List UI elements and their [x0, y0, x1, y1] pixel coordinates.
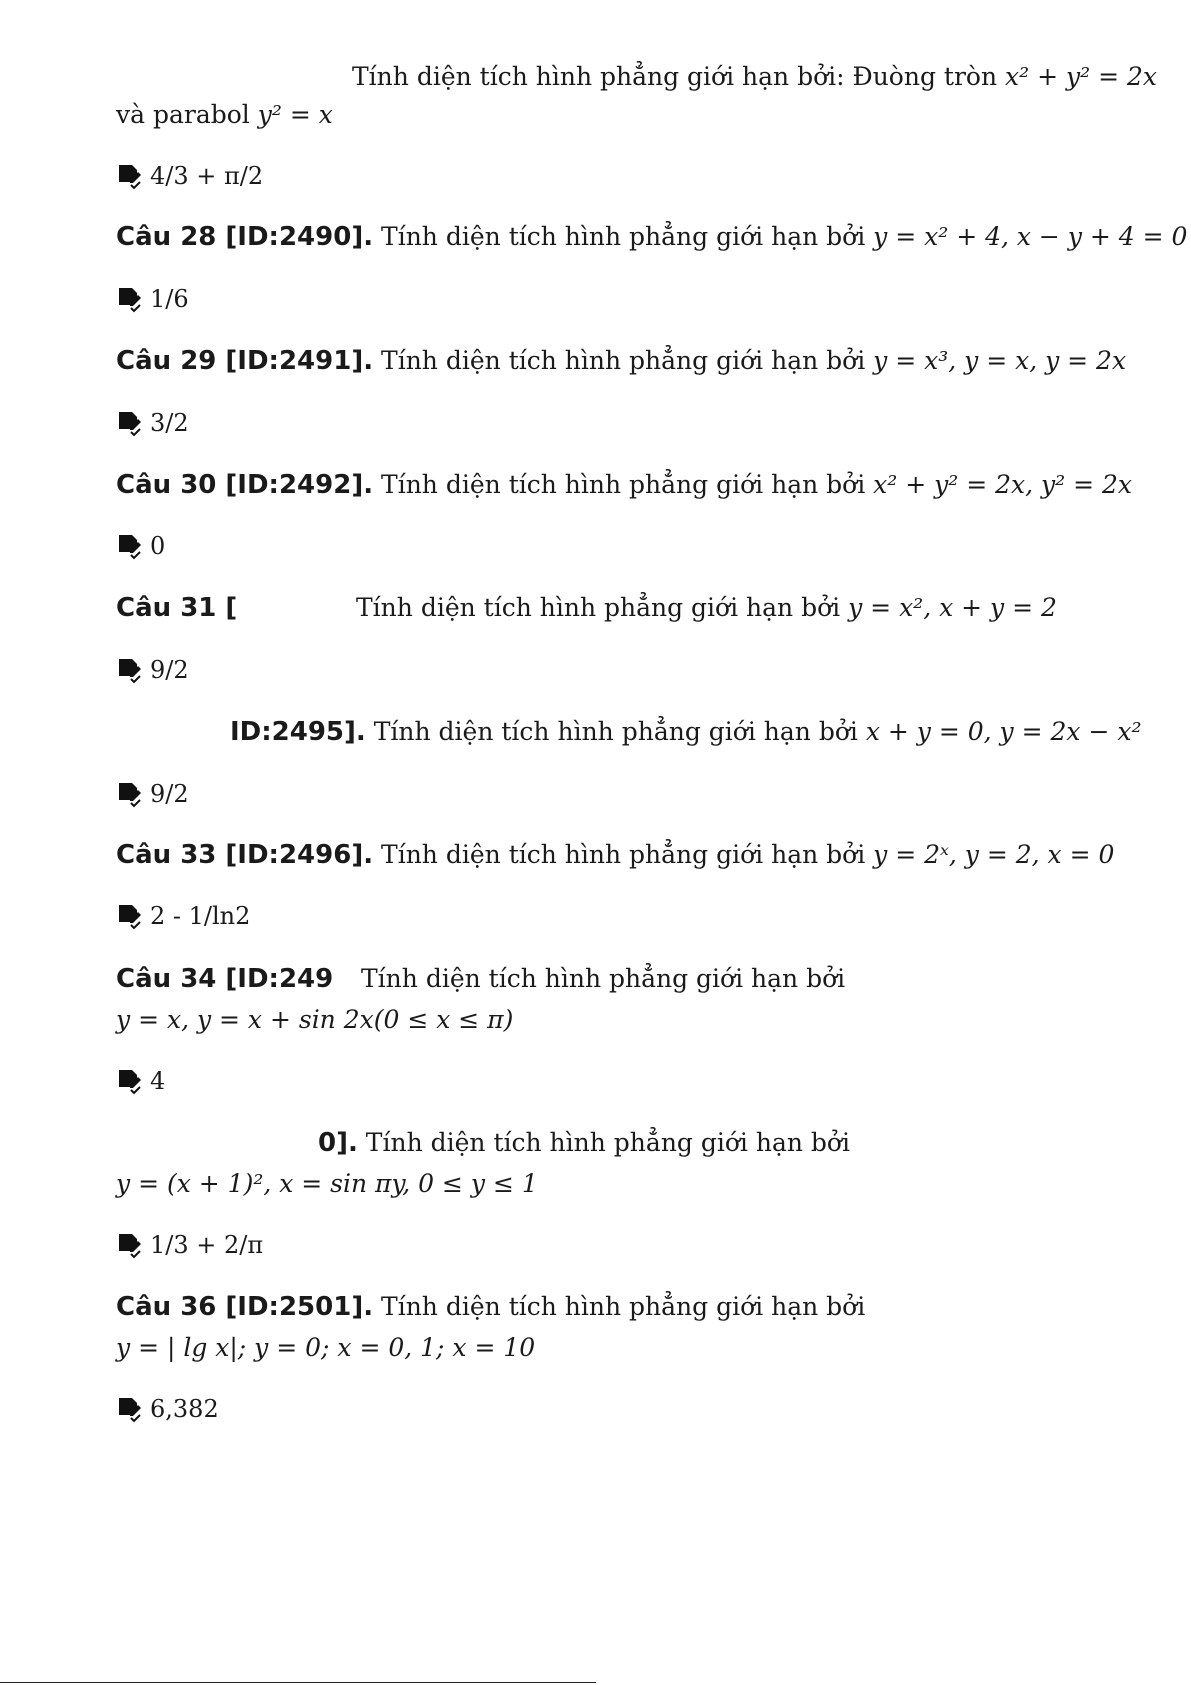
answer-value: 6,382: [150, 1395, 219, 1423]
question-label: Câu 33 [ID:2496].: [116, 840, 374, 870]
question-36-math-line: [116, 1331, 535, 1365]
question-label: Câu 34 [ID:249: [116, 964, 334, 994]
answer-29: [116, 407, 189, 439]
question-text: Tính diện tích hình phẳng giới hạn bởi: [373, 222, 874, 251]
question-27-line-2: [116, 98, 333, 132]
question-text: và parabol: [116, 100, 258, 129]
answer-value: 0: [150, 532, 166, 560]
answer-28: [116, 283, 189, 315]
answer-value: 1/6: [150, 285, 189, 313]
edit-check-icon: [116, 532, 144, 560]
edit-check-icon: [116, 162, 144, 190]
edit-check-icon: [116, 409, 144, 437]
footer-divider: [0, 1682, 596, 1683]
answer-value: 2 - 1/ln2: [150, 902, 251, 930]
edit-check-icon: [116, 1395, 144, 1423]
question-math: y = (x + 1)², x = sin πy, 0 ≤ y ≤ 1: [116, 1169, 538, 1198]
edit-check-icon: [116, 285, 144, 313]
question-label: Câu 28 [ID:2490].: [116, 222, 374, 252]
question-math: y = x², x + y = 2: [848, 593, 1057, 622]
answer-35: [116, 1229, 263, 1261]
question-34: [116, 962, 333, 996]
answer-33: [116, 900, 250, 932]
question-text: Tính diện tích hình phẳng giới hạn bởi: [357, 1128, 850, 1157]
question-math: x² + y² = 2x, y² = 2x: [873, 470, 1132, 499]
question-32: [230, 715, 1141, 749]
question-text: Tính diện tích hình phẳng giới hạn bởi: [373, 346, 874, 375]
question-math: y = x, y = x + sin 2x(0 ≤ x ≤ π): [116, 1005, 514, 1034]
question-31: [116, 591, 237, 625]
question-35: [318, 1126, 850, 1160]
question-math: y = x² + 4, x − y + 4 = 0: [873, 222, 1188, 251]
answer-27: [116, 160, 263, 192]
question-34-text: [361, 962, 845, 996]
edit-check-icon: [116, 1231, 144, 1259]
question-text: Tính diện tích hình phẳng giới hạn bởi: [373, 840, 874, 869]
edit-check-icon: [116, 902, 144, 930]
question-label: Câu 36 [ID:2501].: [116, 1292, 374, 1322]
question-label: 0].: [318, 1128, 358, 1158]
edit-check-icon: [116, 656, 144, 684]
question-29: [116, 344, 1126, 378]
question-math: y = x³, y = x, y = 2x: [873, 346, 1127, 375]
answer-value: 1/3 + 2/π: [150, 1231, 264, 1259]
question-math: y = | lg x|; y = 0; x = 0, 1; x = 10: [116, 1333, 536, 1362]
question-text: Tính diện tích hình phẳng giới hạn bởi: Đuòng tròn: [352, 62, 1006, 91]
answer-32: [116, 778, 189, 810]
question-math: y = 2ˣ, y = 2, x = 0: [873, 840, 1115, 869]
answer-value: 4: [150, 1067, 166, 1095]
question-label: Câu 30 [ID:2492].: [116, 470, 374, 500]
question-text: Tính diện tích hình phẳng giới hạn bởi: [373, 1292, 866, 1321]
question-28: [116, 220, 1187, 254]
answer-34: [116, 1065, 165, 1097]
question-label: Câu 31 [: [116, 593, 238, 623]
answer-value: 3/2: [150, 409, 189, 437]
question-math: x² + y² = 2x: [1005, 62, 1157, 91]
answer-value: 9/2: [150, 656, 189, 684]
question-27-line-1: [352, 60, 1157, 94]
question-34-math-line: [116, 1003, 513, 1037]
answer-36: [116, 1393, 219, 1425]
question-35-math-line: [116, 1167, 538, 1201]
edit-check-icon: [116, 1067, 144, 1095]
question-text: Tính diện tích hình phẳng giới hạn bởi: [361, 964, 846, 993]
question-30: [116, 468, 1132, 502]
question-33: [116, 838, 1114, 872]
question-31-text: [356, 591, 1057, 625]
question-text: Tính diện tích hình phẳng giới hạn bởi: [373, 470, 874, 499]
answer-value: 9/2: [150, 780, 189, 808]
question-math: x + y = 0, y = 2x − x²: [865, 717, 1142, 746]
question-text: Tính diện tích hình phẳng giới hạn bởi: [365, 717, 866, 746]
answer-31: [116, 654, 189, 686]
answer-value: 4/3 + π/2: [150, 162, 264, 190]
question-text: Tính diện tích hình phẳng giới hạn bởi: [356, 593, 849, 622]
question-label: ID:2495].: [230, 717, 366, 747]
question-math: y² = x: [257, 100, 333, 129]
question-36: [116, 1290, 865, 1324]
question-label: Câu 29 [ID:2491].: [116, 346, 374, 376]
answer-30: [116, 530, 165, 562]
edit-check-icon: [116, 780, 144, 808]
